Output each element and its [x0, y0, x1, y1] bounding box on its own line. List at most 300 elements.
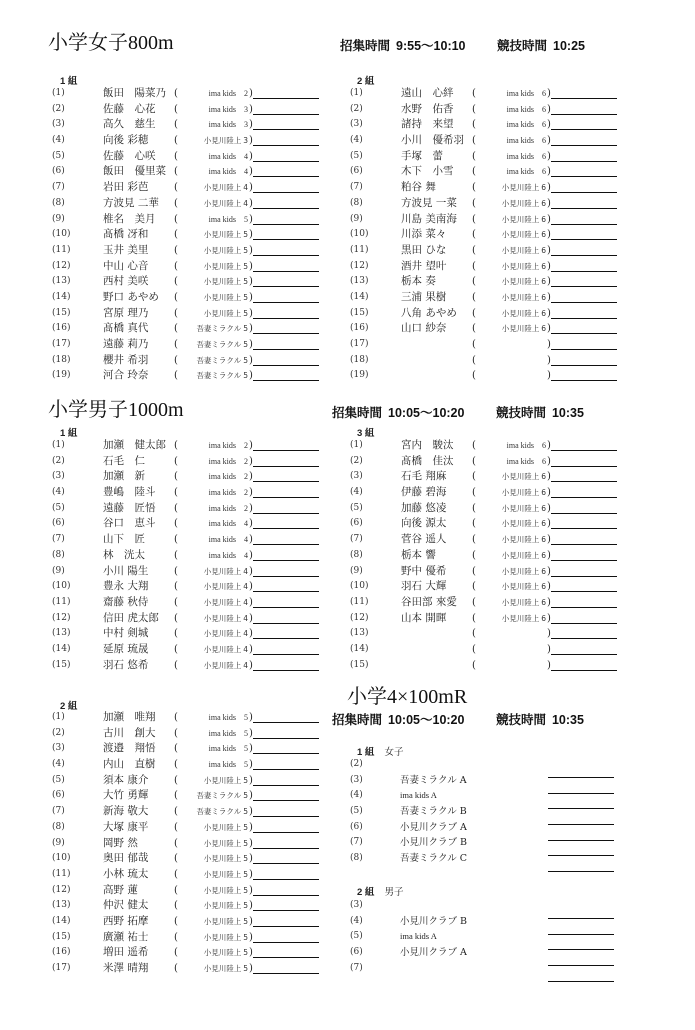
open-paren: (: [174, 244, 178, 256]
club-name: ima kids: [208, 104, 236, 114]
athlete-name: 栃本 響: [401, 548, 436, 561]
result-entry-line[interactable]: [253, 638, 319, 639]
club-and-grade: [186, 867, 248, 883]
entry-row: [52, 227, 342, 243]
club-and-grade: [186, 820, 248, 836]
result-entry-line[interactable]: [548, 981, 614, 982]
club-name: 小見川陸上: [203, 964, 242, 973]
lane-number: (10): [52, 229, 71, 240]
athlete-name: 谷田部 來愛: [401, 595, 457, 608]
result-entry-line[interactable]: [253, 785, 319, 786]
entry-row: [52, 501, 342, 517]
close-paren: ): [249, 229, 253, 241]
grade: 6: [542, 456, 546, 466]
start-time-label: 競技時間: [497, 39, 548, 53]
result-entry-line[interactable]: [551, 349, 617, 350]
club-name: 小見川陸上: [501, 183, 540, 193]
open-paren: (: [174, 821, 178, 833]
close-paren: ): [249, 596, 253, 608]
heat-list: [52, 86, 342, 384]
entry-row: [350, 102, 640, 118]
club-name: ima kids: [208, 728, 236, 738]
result-entry-line[interactable]: [551, 224, 617, 225]
close-paren: ): [547, 487, 551, 499]
group-label: [357, 884, 403, 898]
athlete-name: 遠藤 莉乃: [103, 338, 149, 350]
grade: 5: [243, 869, 248, 879]
close-paren: ): [547, 260, 551, 272]
club-name: 小見川陸上: [501, 488, 540, 498]
result-entry-line[interactable]: [253, 769, 319, 770]
relay-row: [350, 898, 640, 914]
close-paren: ): [547, 565, 551, 577]
result-entry-line[interactable]: [253, 302, 319, 303]
grade: 6: [541, 597, 546, 607]
close-paren: ): [249, 103, 253, 115]
club-and-grade: [186, 726, 248, 742]
result-entry-line[interactable]: [253, 863, 319, 864]
team-name: ima kids A: [400, 790, 437, 801]
lane-number: (11): [350, 244, 369, 255]
result-entry-line[interactable]: [551, 145, 617, 146]
lane-number: (5): [52, 502, 65, 513]
grade: 6: [541, 582, 546, 592]
lane-number: (5): [350, 931, 363, 942]
result-entry-line[interactable]: [551, 513, 617, 514]
club-and-grade: [186, 611, 248, 627]
result-entry-line[interactable]: [551, 255, 617, 256]
entry-row: [52, 658, 342, 674]
result-entry-line[interactable]: [551, 302, 617, 303]
club-and-grade: [186, 353, 248, 369]
section-title-boys-1000m: 小学男子1000m: [48, 399, 184, 421]
club-and-grade: [186, 227, 248, 243]
result-entry-line[interactable]: [253, 286, 319, 287]
entry-row: [52, 102, 342, 118]
team-name: 小見川クラブ B: [400, 915, 468, 927]
team-name: 小見川クラブ A: [400, 821, 467, 833]
result-entry-line[interactable]: [551, 161, 617, 162]
athlete-name: 河合 玲奈: [103, 369, 149, 382]
result-entry-line[interactable]: [551, 192, 617, 193]
close-paren: ): [249, 884, 253, 896]
result-entry-line[interactable]: [253, 607, 319, 608]
club-and-grade: [186, 741, 248, 757]
lane-number: (2): [350, 759, 363, 769]
grade: 5: [244, 744, 248, 754]
open-paren: (: [472, 307, 476, 319]
lane-number: (3): [52, 471, 65, 482]
result-entry-line[interactable]: [551, 318, 617, 319]
result-entry-line[interactable]: [551, 333, 617, 334]
club-and-grade: [186, 626, 248, 642]
grade: 6: [541, 566, 546, 576]
athlete-name: 林 洸太: [103, 548, 145, 561]
lane-number: (9): [52, 837, 65, 848]
result-entry-line[interactable]: [253, 255, 319, 256]
close-paren: ): [249, 502, 253, 514]
club-and-grade: [484, 290, 546, 306]
lane-number: (14): [52, 643, 71, 654]
result-entry-line[interactable]: [253, 145, 319, 146]
club-and-grade: [484, 595, 546, 611]
result-entry-line[interactable]: [253, 895, 319, 896]
lane-number: (15): [350, 307, 369, 318]
result-entry-line[interactable]: [253, 879, 319, 880]
club-and-grade: [186, 658, 248, 674]
club-and-grade: [484, 274, 546, 290]
open-paren: (: [472, 440, 476, 451]
club-name: 小見川陸上: [501, 230, 540, 240]
club-and-grade: [186, 469, 248, 485]
result-entry-line[interactable]: [253, 224, 319, 225]
club-and-grade: [186, 548, 248, 564]
result-entry-line[interactable]: [253, 816, 319, 817]
entry-row: [52, 196, 342, 212]
entry-row: [350, 86, 640, 102]
club-and-grade: [484, 259, 546, 275]
club-name: 吾妻ミラクル: [196, 340, 242, 349]
club-name: 小見川陸上: [203, 582, 242, 592]
close-paren: ): [249, 182, 253, 194]
team-name: 小見川クラブ B: [400, 837, 468, 849]
call-time-label: 招集時間: [332, 406, 383, 420]
lane-number: (4): [350, 135, 363, 146]
entry-row: [350, 290, 640, 306]
club-and-grade: [484, 117, 546, 133]
entry-row: [52, 961, 342, 977]
club-name: ima kids: [506, 151, 534, 161]
result-entry-line[interactable]: [253, 192, 319, 193]
close-paren: ): [547, 628, 551, 640]
club-and-grade: [186, 180, 248, 196]
grade: 4: [243, 582, 248, 592]
entry-row: [52, 485, 342, 501]
result-entry-line[interactable]: [551, 481, 617, 482]
result-entry-line[interactable]: [551, 365, 617, 366]
close-paren: ): [249, 565, 253, 577]
result-entry-line[interactable]: [253, 576, 319, 577]
club-and-grade: [186, 133, 248, 149]
lane-number: (7): [52, 534, 65, 545]
result-entry-line[interactable]: [551, 654, 617, 655]
club-name: 吾妻ミラクル: [196, 791, 242, 801]
athlete-name: 渡邉 翔悟: [103, 742, 156, 755]
club-and-grade: [484, 516, 546, 532]
grade: 5: [243, 964, 248, 973]
lane-number: (3): [350, 900, 363, 910]
open-paren: (: [174, 806, 178, 818]
result-entry-line[interactable]: [253, 271, 319, 272]
athlete-name: 信田 虎太郎: [103, 611, 159, 624]
result-entry-line[interactable]: [551, 98, 617, 99]
result-entry-line[interactable]: [253, 450, 319, 451]
close-paren: ): [547, 534, 551, 546]
athlete-name: 羽石 大輝: [401, 580, 447, 593]
grade: 6: [541, 245, 546, 255]
lane-number: (13): [350, 276, 369, 287]
lane-number: (10): [350, 581, 369, 592]
grade: 2: [244, 89, 248, 98]
close-paren: ): [547, 440, 551, 451]
result-entry-line[interactable]: [253, 513, 319, 514]
athlete-name: 栃本 奏: [401, 275, 436, 288]
open-paren: (: [472, 150, 476, 162]
result-entry-line[interactable]: [253, 560, 319, 561]
entry-row: [52, 710, 342, 726]
result-entry-line[interactable]: [253, 161, 319, 162]
club-name: 小見川陸上: [203, 854, 242, 864]
lane-number: (11): [52, 868, 71, 879]
result-entry-line[interactable]: [551, 450, 617, 451]
result-entry-line[interactable]: [548, 871, 614, 872]
entry-row: [52, 290, 342, 306]
result-entry-line[interactable]: [551, 670, 617, 671]
result-entry-line[interactable]: [253, 318, 319, 319]
grade: 6: [542, 89, 546, 98]
result-entry-line[interactable]: [551, 528, 617, 529]
lane-number: (4): [350, 790, 363, 801]
athlete-name: 西野 拓摩: [103, 914, 149, 927]
result-entry-line[interactable]: [253, 333, 319, 334]
open-paren: (: [174, 339, 178, 350]
result-entry-line[interactable]: [551, 271, 617, 272]
club-name: 小見川陸上: [203, 308, 242, 318]
result-entry-line[interactable]: [253, 623, 319, 624]
open-paren: (: [174, 774, 178, 786]
club-name: 小見川陸上: [501, 503, 540, 513]
section-times: [332, 403, 590, 421]
result-entry-line[interactable]: [253, 832, 319, 833]
athlete-name: 野口 あやめ: [103, 290, 159, 303]
open-paren: (: [472, 323, 476, 335]
open-paren: (: [174, 307, 178, 319]
open-paren: (: [472, 135, 476, 147]
grade: 5: [244, 713, 248, 722]
result-entry-line[interactable]: [253, 98, 319, 99]
result-entry-line[interactable]: [551, 544, 617, 545]
close-paren: ): [547, 307, 551, 319]
result-entry-line[interactable]: [551, 560, 617, 561]
result-entry-line[interactable]: [551, 286, 617, 287]
club-and-grade: [484, 164, 546, 180]
entry-row: [52, 212, 342, 228]
open-paren: (: [174, 323, 178, 335]
lane-number: (13): [350, 628, 369, 639]
lane-number: (2): [350, 103, 363, 114]
result-entry-line[interactable]: [253, 910, 319, 911]
club-and-grade: [186, 757, 248, 773]
entry-row: [350, 626, 640, 642]
group-sex: 男子: [384, 887, 404, 898]
club-and-grade: [186, 368, 248, 384]
entry-row: [350, 353, 640, 369]
lane-number: (12): [52, 884, 71, 895]
open-paren: (: [472, 502, 476, 514]
lane-number: (3): [52, 743, 65, 754]
result-entry-line[interactable]: [253, 957, 319, 958]
result-entry-line[interactable]: [551, 638, 617, 639]
club-name: ima kids: [506, 456, 534, 466]
result-entry-line[interactable]: [253, 973, 319, 974]
club-name: ima kids: [208, 488, 236, 498]
entry-row: [52, 883, 342, 899]
result-entry-line[interactable]: [253, 800, 319, 801]
close-paren: ): [249, 260, 253, 272]
athlete-name: 髙橋 冴和: [103, 228, 149, 241]
result-entry-line[interactable]: [551, 623, 617, 624]
result-entry-line[interactable]: [551, 497, 617, 498]
close-paren: ): [249, 455, 253, 467]
result-entry-line[interactable]: [551, 576, 617, 577]
result-entry-line[interactable]: [253, 129, 319, 130]
club-and-grade: [484, 306, 546, 322]
entry-row: [52, 243, 342, 259]
club-name: 小見川陸上: [501, 613, 540, 623]
club-and-grade: [484, 611, 546, 627]
club-and-grade: [484, 501, 546, 517]
result-entry-line[interactable]: [551, 176, 617, 177]
lane-number: (17): [350, 339, 369, 349]
athlete-name: 手塚 蕾: [401, 149, 443, 162]
result-entry-line[interactable]: [253, 114, 319, 115]
club-name: 小見川陸上: [203, 901, 242, 911]
grade: 5: [243, 230, 248, 240]
entry-row: [350, 274, 640, 290]
group-label: 2 組: [357, 76, 375, 87]
lane-number: (8): [52, 197, 65, 208]
close-paren: ): [249, 712, 253, 723]
club-name: 小見川陸上: [203, 885, 242, 895]
result-entry-line[interactable]: [253, 654, 319, 655]
result-entry-line[interactable]: [253, 528, 319, 529]
result-entry-line[interactable]: [253, 926, 319, 927]
result-entry-line[interactable]: [551, 208, 617, 209]
open-paren: (: [472, 119, 476, 131]
entry-row: [52, 564, 342, 580]
grade: 6: [542, 120, 546, 130]
lane-number: (10): [52, 853, 71, 864]
result-entry-line[interactable]: [253, 466, 319, 467]
entry-row: [52, 454, 342, 470]
lane-number: (6): [350, 947, 363, 958]
club-name: ima kids: [208, 550, 236, 560]
close-paren: ): [547, 103, 551, 115]
result-entry-line[interactable]: [253, 497, 319, 498]
result-entry-line[interactable]: [253, 544, 319, 545]
entry-row: [52, 773, 342, 789]
result-entry-line[interactable]: [253, 208, 319, 209]
club-name: 小見川陸上: [501, 214, 540, 224]
close-paren: ): [249, 837, 253, 849]
athlete-name: 伊藤 碧海: [401, 486, 447, 499]
close-paren: ): [547, 244, 551, 256]
result-entry-line[interactable]: [253, 380, 319, 381]
open-paren: (: [174, 727, 178, 739]
open-paren: (: [472, 471, 476, 483]
lane-number: (1): [52, 712, 65, 722]
result-entry-line[interactable]: [253, 848, 319, 849]
open-paren: (: [472, 628, 476, 640]
open-paren: (: [174, 229, 178, 241]
club-and-grade: [186, 579, 248, 595]
athlete-name: 小林 琉太: [103, 867, 149, 880]
lane-number: (16): [350, 323, 369, 334]
close-paren: ): [547, 135, 551, 147]
grade: 6: [541, 519, 546, 529]
result-entry-line[interactable]: [253, 365, 319, 366]
lane-number: (8): [350, 549, 363, 560]
entry-row: [52, 180, 342, 196]
club-name: ima kids: [208, 167, 236, 177]
open-paren: (: [174, 581, 178, 593]
result-entry-line[interactable]: [253, 239, 319, 240]
result-entry-line[interactable]: [253, 753, 319, 754]
entry-row: [350, 611, 640, 627]
lane-number: (6): [350, 821, 363, 832]
result-entry-line[interactable]: [253, 349, 319, 350]
close-paren: ): [249, 291, 253, 303]
athlete-name: 高久 慈生: [103, 118, 156, 131]
result-entry-line[interactable]: [551, 591, 617, 592]
result-entry-line[interactable]: [551, 380, 617, 381]
athlete-name: 椎名 美月: [103, 212, 156, 225]
result-entry-line[interactable]: [253, 591, 319, 592]
club-and-grade: [484, 642, 546, 658]
lane-number: (7): [350, 534, 363, 545]
open-paren: (: [174, 900, 178, 912]
open-paren: (: [174, 868, 178, 880]
athlete-name: 高野 蓮: [103, 883, 138, 896]
club-and-grade: [186, 883, 248, 899]
lane-number: (17): [52, 339, 71, 349]
athlete-name: 川添 菜々: [401, 228, 447, 241]
open-paren: (: [472, 534, 476, 546]
result-entry-line[interactable]: [253, 738, 319, 739]
lane-number: (9): [350, 213, 363, 224]
close-paren: ): [547, 213, 551, 225]
athlete-name: 野中 優希: [401, 564, 447, 577]
entry-row: [52, 914, 342, 930]
result-entry-line[interactable]: [253, 722, 319, 723]
result-entry-line[interactable]: [253, 942, 319, 943]
athlete-name: 石毛 翔麻: [401, 470, 447, 483]
result-entry-line[interactable]: [253, 176, 319, 177]
result-entry-line[interactable]: [551, 129, 617, 130]
open-paren: (: [174, 455, 178, 467]
result-entry-line[interactable]: [253, 670, 319, 671]
result-entry-line[interactable]: [253, 481, 319, 482]
result-entry-line[interactable]: [551, 114, 617, 115]
club-and-grade: [186, 337, 248, 353]
athlete-name: 中山 心音: [103, 259, 149, 272]
relay-list: [350, 757, 640, 867]
result-entry-line[interactable]: [551, 466, 617, 467]
team-name: 吾妻ミラクル B: [400, 806, 467, 818]
lane-number: (9): [52, 213, 65, 224]
open-paren: (: [472, 229, 476, 241]
result-entry-line[interactable]: [551, 239, 617, 240]
lane-number: (19): [350, 370, 369, 381]
entry-row: [350, 642, 640, 658]
entry-row: [52, 438, 342, 454]
grade: 5: [243, 277, 248, 287]
open-paren: (: [472, 565, 476, 577]
entry-row: [52, 149, 342, 165]
open-paren: (: [472, 182, 476, 194]
result-entry-line[interactable]: [551, 607, 617, 608]
athlete-name: 髙橋 佳汰: [401, 454, 454, 467]
